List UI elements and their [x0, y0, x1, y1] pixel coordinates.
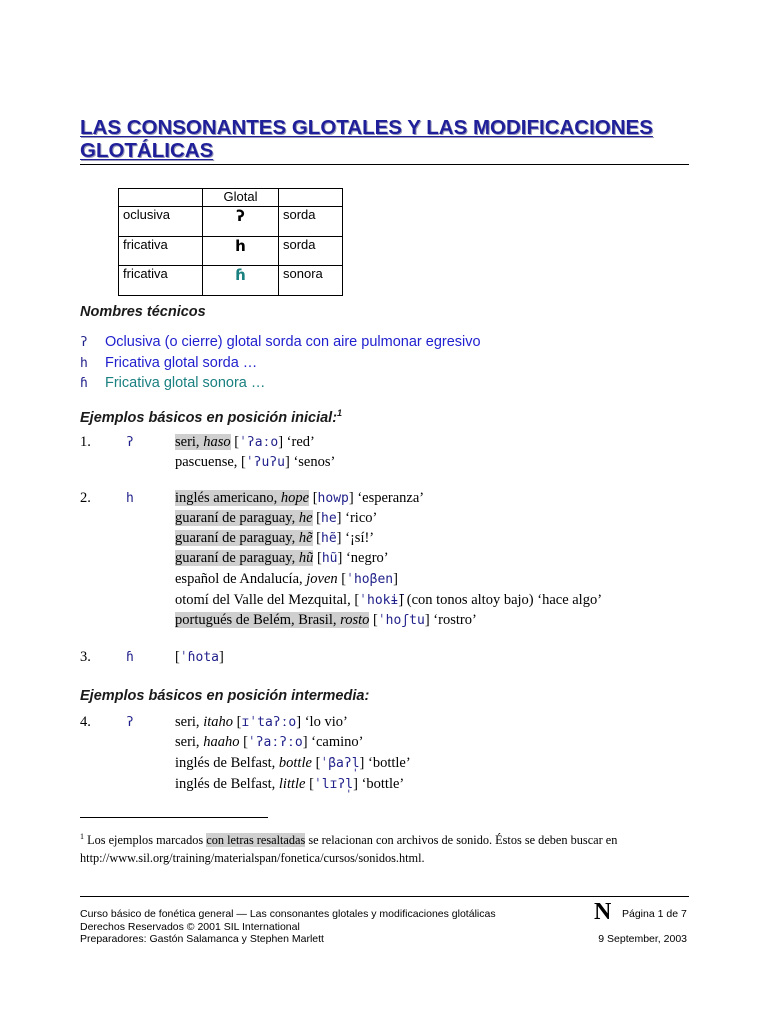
example-symbol: h [126, 491, 134, 506]
table-cell-voicing: sorda [279, 237, 343, 266]
ipa-transcription: hũ [321, 551, 338, 566]
ipa-transcription: ɪˈtaʔːo [241, 715, 297, 730]
footnote-rule [80, 817, 268, 818]
word-text: hope [280, 490, 310, 506]
example-number: 4. [80, 714, 91, 730]
word-text: he [298, 510, 313, 526]
language-text: otomí del Valle del Mezquital, [ [175, 592, 360, 608]
highlighted-example [175, 612, 369, 628]
table-cell-symbol: ʔ [203, 207, 279, 237]
language-text: español de Andalucía, [175, 571, 307, 587]
inicial-heading [80, 408, 342, 426]
footer-rule [80, 896, 689, 897]
language-text: inglés de Belfast, [175, 776, 279, 792]
footnote-text: se relacionan con archivos de sonido. Éstos se deben buscar en [305, 833, 618, 848]
gloss-text: ‘esperanza’ [353, 490, 425, 506]
highlighted-example [175, 490, 309, 506]
inicial-heading-text: Ejemplos básicos en posición inicial: [80, 409, 338, 426]
gloss-text: ] ‘senos’ [285, 454, 336, 470]
language-text: inglés de Belfast, [175, 755, 279, 771]
table-row [119, 266, 343, 296]
highlighted-example [175, 550, 313, 566]
word-text: rosto [340, 612, 370, 628]
language-text: pascuense, [ [175, 454, 246, 470]
language-text: inglés americano, [175, 490, 281, 506]
nombre-item [80, 355, 257, 371]
gloss-text: ] ‘red’ [278, 434, 315, 450]
word-text: bottle [278, 755, 312, 771]
gloss-text: ] ‘camino’ [302, 734, 364, 750]
title-line-2: GLOTÁLICAS [80, 139, 214, 162]
table-cell-manner: fricativa [119, 237, 203, 266]
gloss-text: ] ‘bottle’ [359, 755, 411, 771]
highlighted-example [175, 510, 313, 526]
example-line: inglés de Belfast, little [ˈlɪʔl̩] ‘bottle’ [175, 776, 405, 792]
example-line: inglés americano, hope [howp] ‘esperanza’ [175, 490, 425, 506]
nombre-symbol: ɦ [80, 376, 88, 391]
page-number: Página 1 de 7 [622, 908, 687, 920]
intermedia-heading: Ejemplos básicos en posición intermedia: [80, 688, 370, 704]
example-line: español de Andalucía, joven [ˈhoβen] [175, 571, 398, 587]
gloss-text: ‘rico’ [341, 510, 378, 526]
example-line: guaraní de paraguay, he [he] ‘rico’ [175, 510, 378, 526]
example-line: seri, itaho [ɪˈtaʔːo] ‘lo vio’ [175, 714, 348, 730]
footnote-mark: 1 [337, 408, 343, 418]
example-number: 1. [80, 434, 91, 450]
gloss-text: ] ‘bottle’ [353, 776, 405, 792]
footer-authors: Preparadores: Gastón Salamanca y Stephen Marlett [80, 933, 324, 945]
gloss-text: ‘¡sí!’ [341, 530, 375, 546]
table-header-glotal: Glotal [203, 189, 279, 207]
footer-copyright: Derechos Reservados © 2001 SIL International [80, 920, 300, 933]
word-text: haso [203, 434, 231, 450]
word-text: little [278, 776, 306, 792]
language-text: guaraní de paraguay, [175, 510, 299, 526]
language-text: guaraní de paraguay, [175, 530, 299, 546]
ipa-transcription: ˈhoʃtu [377, 613, 425, 628]
highlighted-example [175, 530, 313, 546]
example-symbol: ʔ [126, 715, 134, 730]
gloss-text: ‘negro’ [342, 550, 389, 566]
page-title [80, 116, 690, 162]
nombre-item [80, 334, 481, 350]
table-cell-manner: fricativa [119, 266, 203, 296]
logo-n: N [594, 899, 612, 925]
example-line: guaraní de paraguay, hũ [hũ] ‘negro’ [175, 550, 389, 566]
table-row [119, 237, 343, 266]
example-symbol: ʔ [126, 435, 134, 450]
language-text: seri, [175, 734, 204, 750]
word-text: hẽ [298, 530, 313, 546]
footer-course: Curso básico de fonética general — Las consonantes glotales y modificaciones glotálicas [80, 908, 496, 920]
ipa-transcription: howp [317, 491, 349, 506]
gloss-text: ] (con tonos altoy bajo) ‘hace algo’ [398, 592, 603, 608]
table-corner-cell [119, 189, 203, 207]
table-row [119, 207, 343, 237]
gloss-text: ] ‘rostro’ [424, 612, 477, 628]
table-cell-voicing: sorda [279, 207, 343, 237]
table-cell-symbol: h [203, 237, 279, 266]
word-text: hũ [298, 550, 314, 566]
glottal-table [118, 188, 343, 296]
highlighted-example [175, 434, 231, 450]
example-number: 2. [80, 490, 91, 506]
ipa-transcription: ˈhokɨ̄ [359, 593, 399, 608]
example-line: guaraní de paraguay, hẽ [hẽ] ‘¡sí!’ [175, 530, 375, 546]
footnote-mark: 1 [80, 832, 84, 841]
nombre-item [80, 375, 265, 391]
table-corner-cell-right [279, 189, 343, 207]
example-number: 3. [80, 649, 91, 665]
word-text: haaho [203, 734, 240, 750]
ipa-transcription: ˈlɪʔl̩ [313, 777, 354, 792]
ipa-transcription: ˈʔuʔu [245, 455, 285, 470]
footnote-text: Los ejemplos marcados [84, 833, 207, 848]
ipa-transcription: ˈʔaːʔːo [247, 735, 303, 750]
footnote-url[interactable]: http://www.sil.org/training/materialspan/fonetica/cursos/sonidos.html. [80, 851, 425, 866]
example-symbol: ɦ [126, 650, 134, 665]
nombre-text: Fricativa glotal sorda … [105, 355, 258, 371]
language-text: seri, [175, 434, 204, 450]
example-line: seri, haaho [ˈʔaːʔːo] ‘camino’ [175, 734, 364, 750]
footer-left [80, 908, 496, 946]
word-text: itaho [203, 714, 233, 730]
language-text: guaraní de paraguay, [175, 550, 299, 566]
ipa-transcription: he [321, 511, 337, 526]
example-line: [ˈɦota] [175, 649, 224, 665]
nombres-heading: Nombres técnicos [80, 304, 206, 320]
footnote-highlight: con letras resaltadas [206, 833, 306, 848]
example-line: inglés de Belfast, bottle [ˈβaʔl̩] ‘bottle’ [175, 755, 411, 771]
nombre-symbol: ʔ [80, 335, 88, 350]
nombre-symbol: h [80, 356, 88, 371]
title-rule [80, 164, 689, 165]
ipa-transcription: hẽ [321, 531, 337, 546]
ipa-transcription: ˈɦota [179, 650, 219, 665]
example-line [175, 592, 602, 609]
footnote [80, 828, 700, 867]
example-line: portugués de Belém, Brasil, rosto [ˈhoʃtu] ‘rostro’ [175, 612, 477, 628]
table-cell-manner: oclusiva [119, 207, 203, 237]
word-text: joven [306, 571, 338, 587]
gloss-text: ] ‘lo vio’ [296, 714, 348, 730]
title-line-1: LAS CONSONANTES GLOTALES Y LAS MODIFICACIONES [80, 116, 653, 139]
ipa-transcription: ˈhoβen [346, 572, 394, 587]
language-text: portugués de Belém, Brasil, [175, 612, 341, 628]
language-text: seri, [175, 714, 204, 730]
footer-date: 9 September, 2003 [598, 933, 687, 945]
example-line: seri, haso [ˈʔaːo] ‘red’ [175, 434, 315, 450]
table-cell-symbol: ɦ [203, 266, 279, 296]
nombre-text: Oclusiva (o cierre) glotal sorda con aire pulmonar egresivo [105, 334, 481, 350]
ipa-transcription: ˈβaʔl̩ [320, 756, 360, 771]
example-line [175, 454, 335, 471]
nombre-text: Fricativa glotal sonora … [105, 375, 266, 391]
ipa-transcription: ˈʔaːo [239, 435, 279, 450]
table-cell-voicing: sonora [279, 266, 343, 296]
